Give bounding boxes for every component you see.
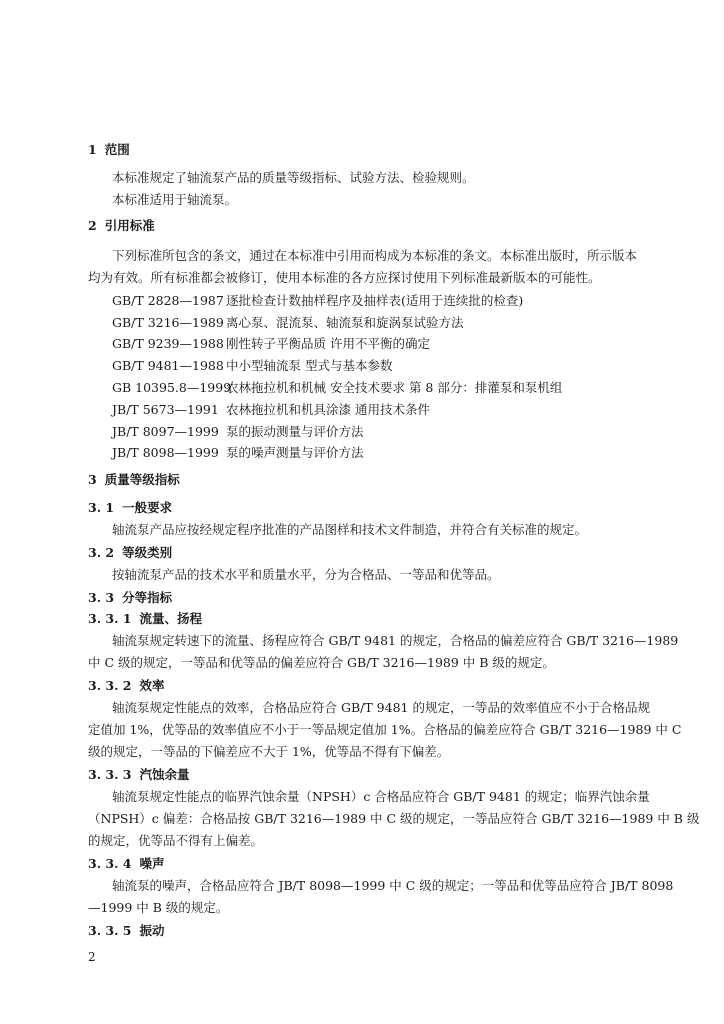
paragraph: 中 C 级的规定，一等品和优等品的偏差应符合 GB/T 3216—1989 中 B 级的规定。 xyxy=(88,655,555,670)
reference-title: 中小型轴流泵 型式与基本参数 xyxy=(226,358,393,373)
section-title: 质量等级指标 xyxy=(104,472,180,487)
paragraph: 按轴流泵产品的技术水平和质量水平，分为合格品、一等品和优等品。 xyxy=(112,567,500,582)
subsection-heading xyxy=(88,854,165,872)
section-number: 3 xyxy=(88,472,97,487)
subsection-heading xyxy=(88,921,165,939)
subsection-heading xyxy=(88,498,172,516)
paragraph: 级的规定，一等品的下偏差应不大于 1%，优等品不得有下偏差。 xyxy=(88,744,450,759)
reference-code: JB/T 8097—1999 xyxy=(112,424,219,439)
reference-title: 泵的噪声测量与评价方法 xyxy=(226,445,364,460)
section-title: 引用标准 xyxy=(104,218,155,233)
reference-item xyxy=(112,400,430,418)
section-title: 一般要求 xyxy=(122,500,173,515)
section-number: 3. 3. 1 xyxy=(88,611,132,626)
reference-title: 刚性转子平衡品质 许用不平衡的确定 xyxy=(226,336,430,351)
paragraph: 下列标准所包含的条文，通过在本标准中引用而构成为本标准的条文。本标准出版时，所示版本 xyxy=(112,248,638,263)
subsection-heading xyxy=(88,676,165,694)
paragraph: 轴流泵产品应按经规定程序批准的产品图样和技术文件制造，并符合有关标准的规定。 xyxy=(112,522,588,537)
paragraph: 本标准适用于轴流泵。 xyxy=(112,192,238,207)
subsection-heading xyxy=(88,543,172,561)
section-number: 3. 3. 5 xyxy=(88,923,132,938)
reference-code: GB 10395.8—1999 xyxy=(112,380,232,395)
section-title: 噪声 xyxy=(139,856,165,871)
paragraph: 轴流泵规定性能点的效率，合格品应符合 GB/T 9481 的规定，一等品的效率值应不小于合格品规 xyxy=(112,700,650,715)
reference-item xyxy=(112,313,464,331)
section-heading-references xyxy=(88,216,155,234)
section-heading-quality xyxy=(88,470,180,488)
page-number: 2 xyxy=(88,950,96,964)
reference-code: GB/T 3216—1989 xyxy=(112,315,224,330)
reference-title: 农林拖拉机和机械 安全技术要求 第 8 部分：排灌泵和泵机组 xyxy=(226,380,563,395)
reference-item xyxy=(112,443,364,461)
reference-item xyxy=(112,356,392,374)
reference-item xyxy=(112,422,364,440)
paragraph: （NPSH）c 偏差：合格品按 GB/T 3216—1989 中 C 级的规定，一等品应符合 GB/T 3216—1989 中 B 级 xyxy=(88,811,700,826)
section-number: 1 xyxy=(88,142,97,157)
reference-item xyxy=(112,334,430,352)
section-title: 流量、扬程 xyxy=(139,611,203,626)
reference-code: JB/T 5673—1991 xyxy=(112,402,219,417)
section-number: 3. 1 xyxy=(88,500,115,515)
paragraph: 定值加 1%，优等品的效率值应不小于一等品规定值加 1%。合格品的偏差应符合 GB/T 3216—1989 中 C xyxy=(88,722,682,737)
paragraph: 轴流泵规定性能点的临界汽蚀余量（NPSH）c 合格品应符合 GB/T 9481 的规定；临界汽蚀余量 xyxy=(112,789,650,804)
subsection-heading xyxy=(88,588,172,606)
reference-title: 离心泵、混流泵、轴流泵和旋涡泵试验方法 xyxy=(226,315,464,330)
section-title: 振动 xyxy=(139,923,165,938)
section-title: 汽蚀余量 xyxy=(139,767,190,782)
section-title: 范围 xyxy=(104,142,130,157)
reference-code: GB/T 9239—1988 xyxy=(112,336,224,351)
paragraph: 轴流泵的噪声，合格品应符合 JB/T 8098—1999 中 C 级的规定；一等品和优等品应符合 JB/T 8098 xyxy=(112,878,674,893)
section-number: 3. 3 xyxy=(88,590,115,605)
section-title: 等级类别 xyxy=(122,545,173,560)
section-number: 3. 3. 4 xyxy=(88,856,132,871)
reference-title: 泵的振动测量与评价方法 xyxy=(226,424,364,439)
section-number: 3. 3. 3 xyxy=(88,767,132,782)
reference-title: 逐批检查计数抽样程序及抽样表(适用于连续批的检查) xyxy=(226,293,524,308)
paragraph: 的规定，优等品不得有上偏差。 xyxy=(88,833,264,848)
paragraph: 轴流泵规定转速下的流量、扬程应符合 GB/T 9481 的规定，合格品的偏差应符合 GB/T 3216—1989 xyxy=(112,633,679,648)
reference-code: GB/T 9481—1988 xyxy=(112,358,224,373)
reference-code: GB/T 2828—1987 xyxy=(112,293,224,308)
section-number: 3. 3. 2 xyxy=(88,678,132,693)
reference-title: 农林拖拉机和机具涂漆 通用技术条件 xyxy=(226,402,430,417)
section-number: 2 xyxy=(88,218,97,233)
subsection-heading xyxy=(88,609,202,627)
reference-item xyxy=(112,378,562,396)
paragraph: 本标准规定了轴流泵产品的质量等级指标、试验方法、检验规则。 xyxy=(112,170,475,185)
reference-item xyxy=(112,291,523,309)
section-title: 效率 xyxy=(139,678,165,693)
section-title: 分等指标 xyxy=(122,590,173,605)
section-heading-scope xyxy=(88,140,130,158)
reference-code: JB/T 8098—1999 xyxy=(112,445,219,460)
subsection-heading xyxy=(88,765,190,783)
paragraph: —1999 中 B 级的规定。 xyxy=(88,900,229,915)
paragraph: 均为有效。所有标准都会被修订，使用本标准的各方应探讨使用下列标准最新版本的可能性。 xyxy=(88,270,601,285)
section-number: 3. 2 xyxy=(88,545,115,560)
